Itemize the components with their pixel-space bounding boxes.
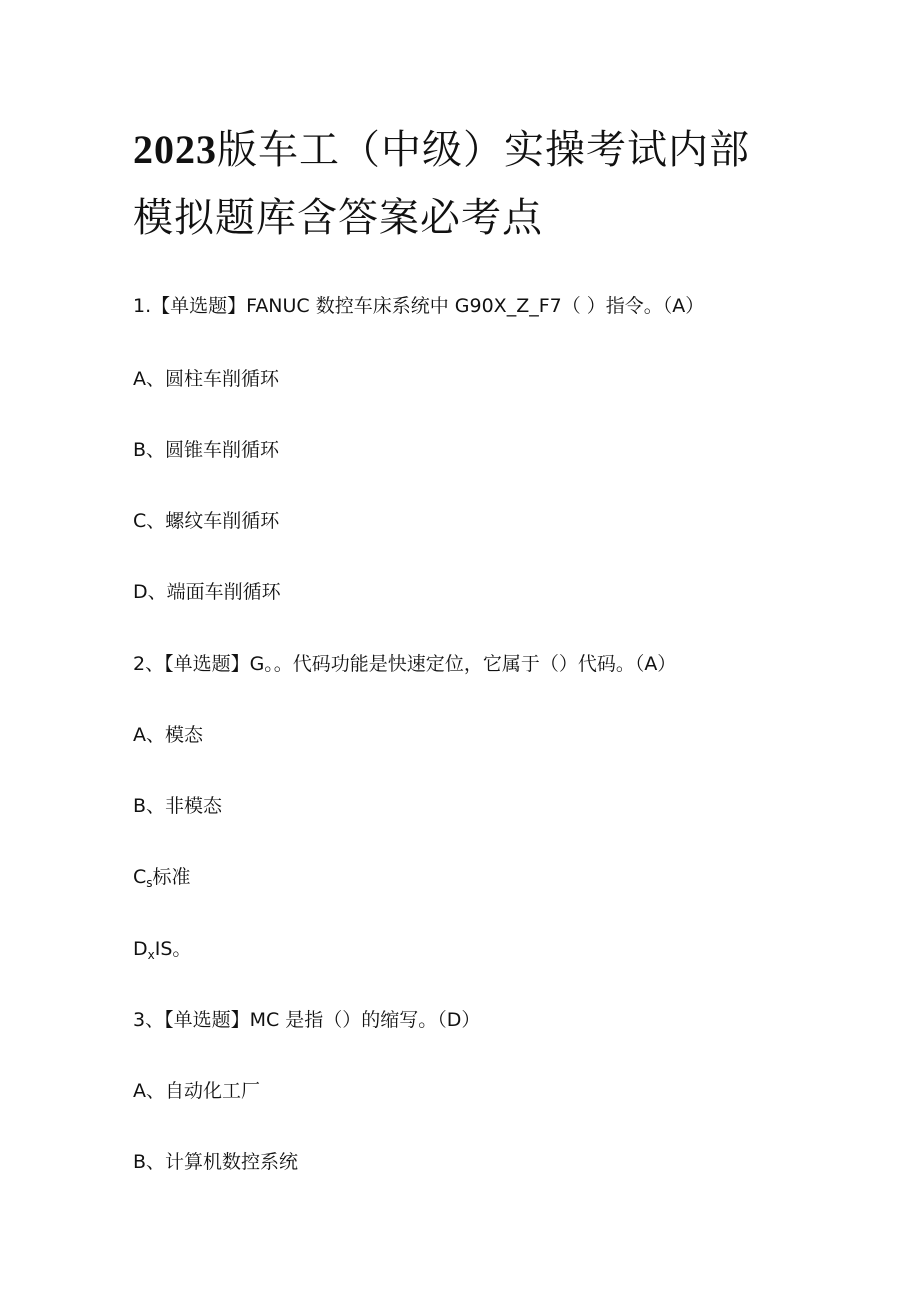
question-2-option-b: B、非模态: [133, 795, 223, 817]
question-2-option-c: [133, 865, 191, 895]
question-3-stem: 3、【单选题】MC 是指（）的缩写。（D）: [133, 1009, 481, 1031]
question-3-option-a: A、自动化工厂: [133, 1080, 260, 1102]
question-1-option-c: C、螺纹车削循环: [133, 510, 280, 532]
option-d-text: IS。: [154, 938, 192, 960]
question-1-option-b: B、圆锥车削循环: [133, 439, 280, 461]
option-d-subscript: x: [147, 948, 155, 962]
question-2-stem: 2、【单选题】G。。代码功能是快速定位，它属于（）代码。（A）: [133, 653, 677, 675]
option-d-letter: D: [133, 938, 148, 960]
title-line-2: 模拟题库含答案必考点: [133, 195, 543, 241]
question-1-option-a: A、圆柱车削循环: [133, 368, 279, 390]
title-line-1: [133, 116, 813, 184]
question-1-option-d: D、端面车削循环: [133, 581, 281, 603]
option-c-text: 标准: [152, 866, 191, 888]
title-year: 2023: [133, 127, 217, 172]
option-c-subscript: s: [146, 876, 153, 890]
question-3-option-b: B、计算机数控系统: [133, 1151, 299, 1173]
option-c-letter: C: [133, 866, 147, 888]
question-2-option-a: A、模态: [133, 724, 203, 746]
question-1-stem: 1.【单选题】FANUC 数控车床系统中 G90X_Z_F7（ ）指令。（A）: [133, 295, 705, 317]
question-2-option-d: [133, 937, 191, 967]
document-title: [133, 116, 813, 252]
title-line-1-text: 版车工（中级）实操考试内部: [217, 127, 750, 173]
